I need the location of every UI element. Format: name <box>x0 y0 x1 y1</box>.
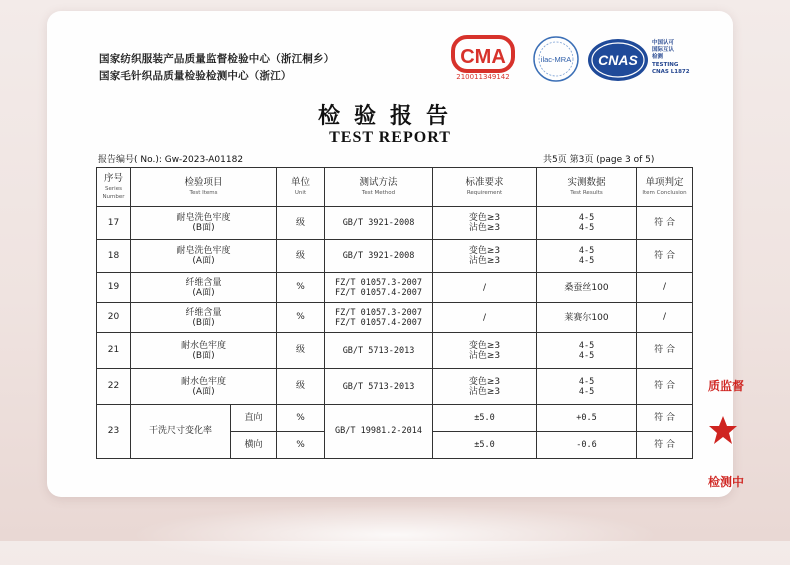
row-conclusion: 符 合 <box>637 405 693 432</box>
svg-text:CMA: CMA <box>460 46 506 68</box>
row-unit: 级 <box>277 369 325 405</box>
table-header-row <box>97 168 693 207</box>
report-title-cn: 检验报告 <box>317 103 462 129</box>
row-number: 18 <box>97 240 131 273</box>
row-conclusion: 符 合 <box>637 207 693 240</box>
page-info: 共5页 第3页 (page 3 of 5) <box>543 155 655 165</box>
row-result: 桑蚕丝100 <box>537 273 637 303</box>
row-unit: 级 <box>277 333 325 369</box>
background-glow <box>130 505 660 565</box>
col-header-series: 序号 Series Number <box>97 168 131 207</box>
row-number: 21 <box>97 333 131 369</box>
row-unit: 级 <box>277 207 325 240</box>
row-result: 4-5 4-5 <box>537 240 637 273</box>
table-row <box>97 303 693 333</box>
row-conclusion: 符 合 <box>637 240 693 273</box>
row-method: GB/T 19981.2-2014 <box>325 405 433 459</box>
row-requirement: / <box>433 303 537 333</box>
table-row <box>97 405 693 432</box>
report-card <box>47 11 733 497</box>
row-method: GB/T 3921-2008 <box>325 240 433 273</box>
row-requirement: ±5.0 <box>433 405 537 432</box>
row-requirement: 变色≥3 沾色≥3 <box>433 207 537 240</box>
row-conclusion: / <box>637 303 693 333</box>
row-requirement: 变色≥3 沾色≥3 <box>433 333 537 369</box>
row-conclusion: / <box>637 273 693 303</box>
row-item: 纤维含量 (B面) <box>131 303 277 333</box>
row-unit: % <box>277 273 325 303</box>
row-unit: % <box>277 405 325 432</box>
row-method: GB/T 5713-2013 <box>325 333 433 369</box>
row-number: 23 <box>97 405 131 459</box>
row-item: 纤维含量 (A面) <box>131 273 277 303</box>
official-seal: 质监督 检测中 <box>708 379 745 489</box>
seal-star-icon <box>708 415 738 445</box>
row-conclusion: 符 合 <box>637 432 693 459</box>
row-item: 耐水色牢度 (B面) <box>131 333 277 369</box>
row-number: 17 <box>97 207 131 240</box>
table-row <box>97 207 693 240</box>
row-number: 22 <box>97 369 131 405</box>
row-number: 20 <box>97 303 131 333</box>
row-subitem-warp: 直向 <box>231 405 277 432</box>
row-requirement: 变色≥3 沾色≥3 <box>433 240 537 273</box>
row-unit: 级 <box>277 240 325 273</box>
row-method: FZ/T 01057.3-2007 FZ/T 01057.4-2007 <box>325 273 433 303</box>
col-header-conclusion: 单项判定 Item Conclusion <box>637 168 693 207</box>
cnas-accreditation-text: 中国认可 国际互认 检测 TESTING CNAS L1872 <box>652 40 690 75</box>
table-row <box>97 333 693 369</box>
row-method: FZ/T 01057.3-2007 FZ/T 01057.4-2007 <box>325 303 433 333</box>
org-name-2: 国家毛针织品质量检验检测中心（浙江） <box>99 70 292 82</box>
row-item: 耐水色牢度 (A面) <box>131 369 277 405</box>
col-header-requirement: 标准要求 Requirement <box>433 168 537 207</box>
test-results-table-body <box>96 167 693 459</box>
row-conclusion: 符 合 <box>637 333 693 369</box>
svg-text:CNAS: CNAS <box>598 52 638 68</box>
row-subitem-weft: 横向 <box>231 432 277 459</box>
row-result: 4-5 4-5 <box>537 369 637 405</box>
row-result: 4-5 4-5 <box>537 207 637 240</box>
row-method: GB/T 3921-2008 <box>325 207 433 240</box>
table-row <box>97 369 693 405</box>
row-number: 19 <box>97 273 131 303</box>
row-item: 耐皂洗色牢度 (B面) <box>131 207 277 240</box>
cma-number: 210011349142 <box>456 73 510 81</box>
col-header-method: 测试方法 Test Method <box>325 168 433 207</box>
report-title-en: TEST REPORT <box>329 129 451 146</box>
report-number: 报告编号( No.): Gw-2023-A01182 <box>98 155 244 165</box>
row-unit: % <box>277 432 325 459</box>
org-name-1: 国家纺织服装产品质量监督检验中心（浙江桐乡） <box>99 53 335 65</box>
row-requirement: / <box>433 273 537 303</box>
row-requirement: 变色≥3 沾色≥3 <box>433 369 537 405</box>
table-row <box>97 273 693 303</box>
col-header-unit: 单位 Unit <box>277 168 325 207</box>
cnas-logo <box>585 35 651 85</box>
row-result: +0.5 <box>537 405 637 432</box>
row-result: 莱赛尔100 <box>537 303 637 333</box>
row-item: 干洗尺寸变化率 <box>131 405 231 459</box>
col-header-results: 实测数据 Test Results <box>537 168 637 207</box>
row-conclusion: 符 合 <box>637 369 693 405</box>
row-unit: % <box>277 303 325 333</box>
row-item: 耐皂洗色牢度 (A面) <box>131 240 277 273</box>
svg-text:ilac-MRA: ilac-MRA <box>540 55 572 64</box>
row-method: GB/T 5713-2013 <box>325 369 433 405</box>
row-requirement: ±5.0 <box>433 432 537 459</box>
row-result: -0.6 <box>537 432 637 459</box>
col-header-items: 检验项目 Test Items <box>131 168 277 207</box>
row-result: 4-5 4-5 <box>537 333 637 369</box>
table-row <box>97 240 693 273</box>
ilac-mra-logo <box>532 35 580 83</box>
